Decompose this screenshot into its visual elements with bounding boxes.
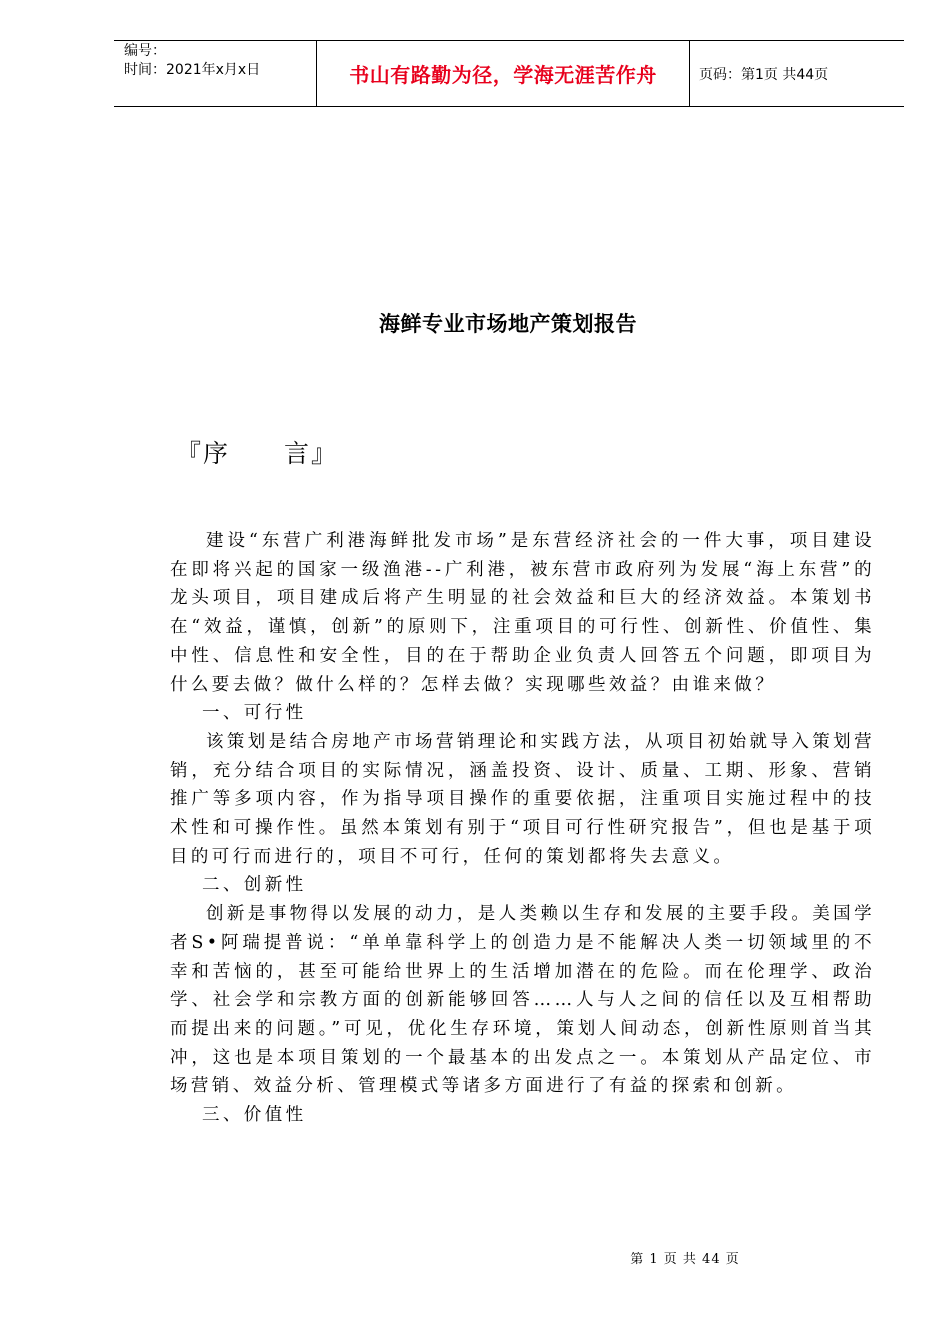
document-number-label: 编号： [124, 43, 166, 59]
preface-heading: 『序 言』 [176, 439, 339, 468]
section-heading-value: 三、价值性 [202, 1105, 307, 1126]
header-motto: 书山有路勤为径，学海无涯苦作舟 [316, 41, 690, 106]
section-heading-innovation: 二、创新性 [202, 875, 307, 896]
paragraph-feasibility: 该策划是结合房地产市场营销理论和实践方法，从项目初始就导入策划营销，充分结合项目的实际情况，涵盖投资、设计、质量、工期、形象、营销推广等多项内容，作为指导项目操作的重要依据，注重项目实施过程中的技术性和可操作性。虽然本策划有别于“项目可行性研究报告”，但也是基于项目的可行而进行的，项目不可行，任何的策划都将失去意义。 [170, 731, 875, 867]
header-page-info: 页码：第1页 共44页 [699, 66, 829, 83]
header-meta [114, 41, 316, 106]
document-time-label: 时间：2021年x月x日 [124, 62, 261, 78]
document-header [114, 40, 904, 107]
document-title: 海鲜专业市场地产策划报告 [379, 311, 637, 336]
paragraph-innovation: 创新是事物得以发展的动力，是人类赖以生存和发展的主要手段。美国学者S•阿瑞提普说：“单单靠科学上的创造力是不能解决人类一切领域里的不幸和苦恼的，甚至可能给世界上的生活增加潜在的危险。而在伦理学、政治学、社会学和宗教方面的创新能够回答……人与人之间的信任以及互相帮助而提出来的问题。”可见，优化生存环境，策划人间动态，创新性原则首当其冲，这也是本项目策划的一个最基本的出发点之一。本策划从产品定位、市场营销、效益分析、管理模式等诸多方面进行了有益的探索和创新。 [170, 904, 875, 1097]
page-footer: 第 1 页 共 44 页 [630, 1252, 740, 1267]
section-heading-feasibility: 一、可行性 [202, 703, 307, 724]
document-body [170, 527, 875, 1130]
paragraph-intro: 建设“东营广利港海鲜批发市场”是东营经济社会的一件大事，项目建设在即将兴起的国家一级渔港--广利港，被东营市政府列为发展“海上东营”的龙头项目，项目建成后将产生明显的社会效益和巨大的经济效益。本策划书在“效益，谨慎，创新”的原则下，注重项目的可行性、创新性、价值性、集中性、信息性和安全性，目的在于帮助企业负责人回答五个问题，即项目为什么要去做？做什么样的？怎样去做？实现哪些效益？由谁来做？ [170, 531, 875, 695]
